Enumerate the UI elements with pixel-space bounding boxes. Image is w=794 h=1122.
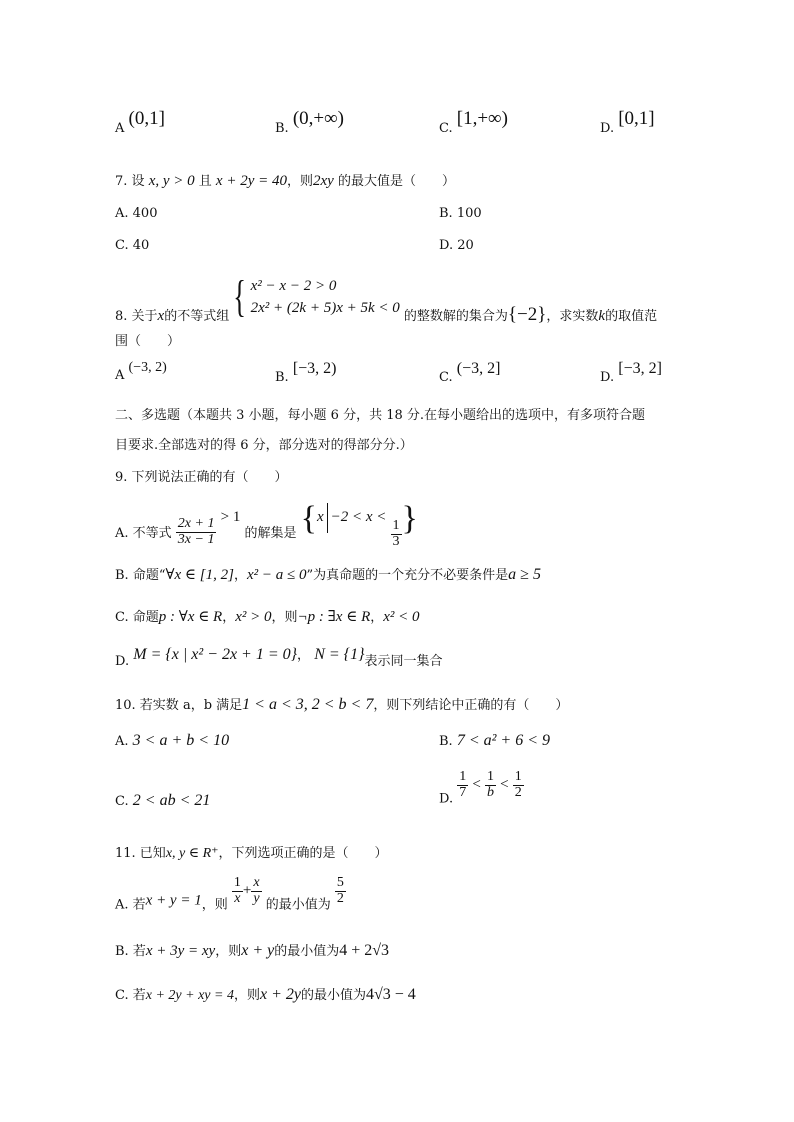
option-expr: [1,+∞): [456, 108, 508, 129]
q8-option-b: B. [−3, 2): [275, 360, 337, 385]
option-label: A: [115, 121, 125, 136]
q6-option-c: [439, 108, 508, 136]
q8-option-c: C. (−3, 2]: [439, 360, 501, 385]
q11-option-c: C. 若x + 2y + xy = 4，则x + 2y的最小值为4√3 − 4: [115, 986, 416, 1003]
q10-option-b: B. 7 < a² + 6 < 9: [439, 732, 551, 749]
question-9-stem: 9. 下列说法正确的有（ ）: [115, 470, 288, 485]
q7-option-d: D. 20: [439, 238, 474, 253]
q9-option-c: C. 命题p : ∀x ∈ R，x² > 0，则¬p : ∃x ∈ R，x² < 0: [115, 609, 420, 625]
option-expr: (0,1]: [128, 108, 165, 129]
option-label: C.: [439, 121, 453, 136]
question-8-stem-line2: 围（ ）: [115, 334, 181, 349]
q7-option-c: C. 40: [115, 238, 150, 253]
q8-option-a: A (−3, 2): [115, 360, 167, 383]
fraction: $\frac{2x + 1}{3x - 1}$: [177, 516, 215, 547]
q10-option-c: C. 2 < ab < 21: [115, 792, 211, 809]
q11-option-b: B. 若x + 3y = xy，则x + y的最小值为4 + 2√3: [115, 942, 390, 959]
question-8-stem: 8. 关于x的不等式组 { x² − x − 2 > 0 2x² + (2k + 5)x + 5k < 0 的整数解的集合为{−2}，求实数k的取值范: [115, 272, 658, 325]
system-brace: {: [233, 272, 247, 321]
option-expr: [0,1]: [618, 108, 655, 129]
q9-option-a: A. 不等式 $\frac{2x + 1}{3x - 1}$ > 1 的解集是 {x −2 < x < $\frac{1}{3}$ }: [115, 500, 418, 549]
section-2-heading-line2: 目要求.全部选对的得 6 分，部分选对的得部分分.）: [115, 438, 413, 453]
system-inequality-1: x² − x − 2 > 0: [250, 278, 337, 294]
section-2-heading: 二、多选题（本题共 3 小题，每小题 6 分，共 18 分.在每小题给出的选项中，有多项符合题: [115, 408, 646, 423]
option-label: B.: [275, 121, 289, 136]
q8-option-d: D. [−3, 2]: [600, 360, 662, 385]
question-11-stem: 11. 已知x, y ∈ R⁺，下列选项正确的是（ ）: [115, 846, 388, 861]
q7-option-b: B. 100: [439, 206, 482, 221]
q6-option-d: [600, 108, 655, 136]
option-expr: (0,+∞): [292, 108, 344, 129]
option-label: D.: [600, 121, 615, 136]
q6-option-a: [115, 108, 165, 136]
q9-option-b: B. 命题“∀x ∈ [1, 2]，x² − a ≤ 0”为真命题的一个充分不必要条件是a ≥ 5: [115, 566, 541, 583]
q7-option-a: A. 400: [115, 206, 158, 221]
question-7-stem: 7. 设 x, y > 0 且 x + 2y = 40，则2xy 的最大值是（ ）: [115, 173, 455, 189]
question-10-stem: 10. 若实数 a，b 满足1 < a < 3, 2 < b < 7，则下列结论中正确的有（ ）: [115, 696, 569, 713]
fraction: $\frac{1}{3}$: [392, 518, 400, 549]
q6-option-b: [275, 108, 344, 136]
q11-option-a: A. 若x + y = 1，则 $\frac{1}{x}$ + $\frac{x}{y}$ 的最小值为 $\frac{5}{2}$: [115, 875, 344, 913]
q9-option-d: D. M = {x | x² − 2x + 1 = 0}， N = {1}表示同一集合: [115, 646, 443, 669]
q10-option-d: D. $\frac{1}{7}$ < $\frac{1}{b}$ < $\frac{1}{2}$: [439, 769, 522, 807]
system-inequality-2: 2x² + (2k + 5)x + 5k < 0: [250, 300, 400, 316]
q10-option-a: A. 3 < a + b < 10: [115, 732, 230, 749]
